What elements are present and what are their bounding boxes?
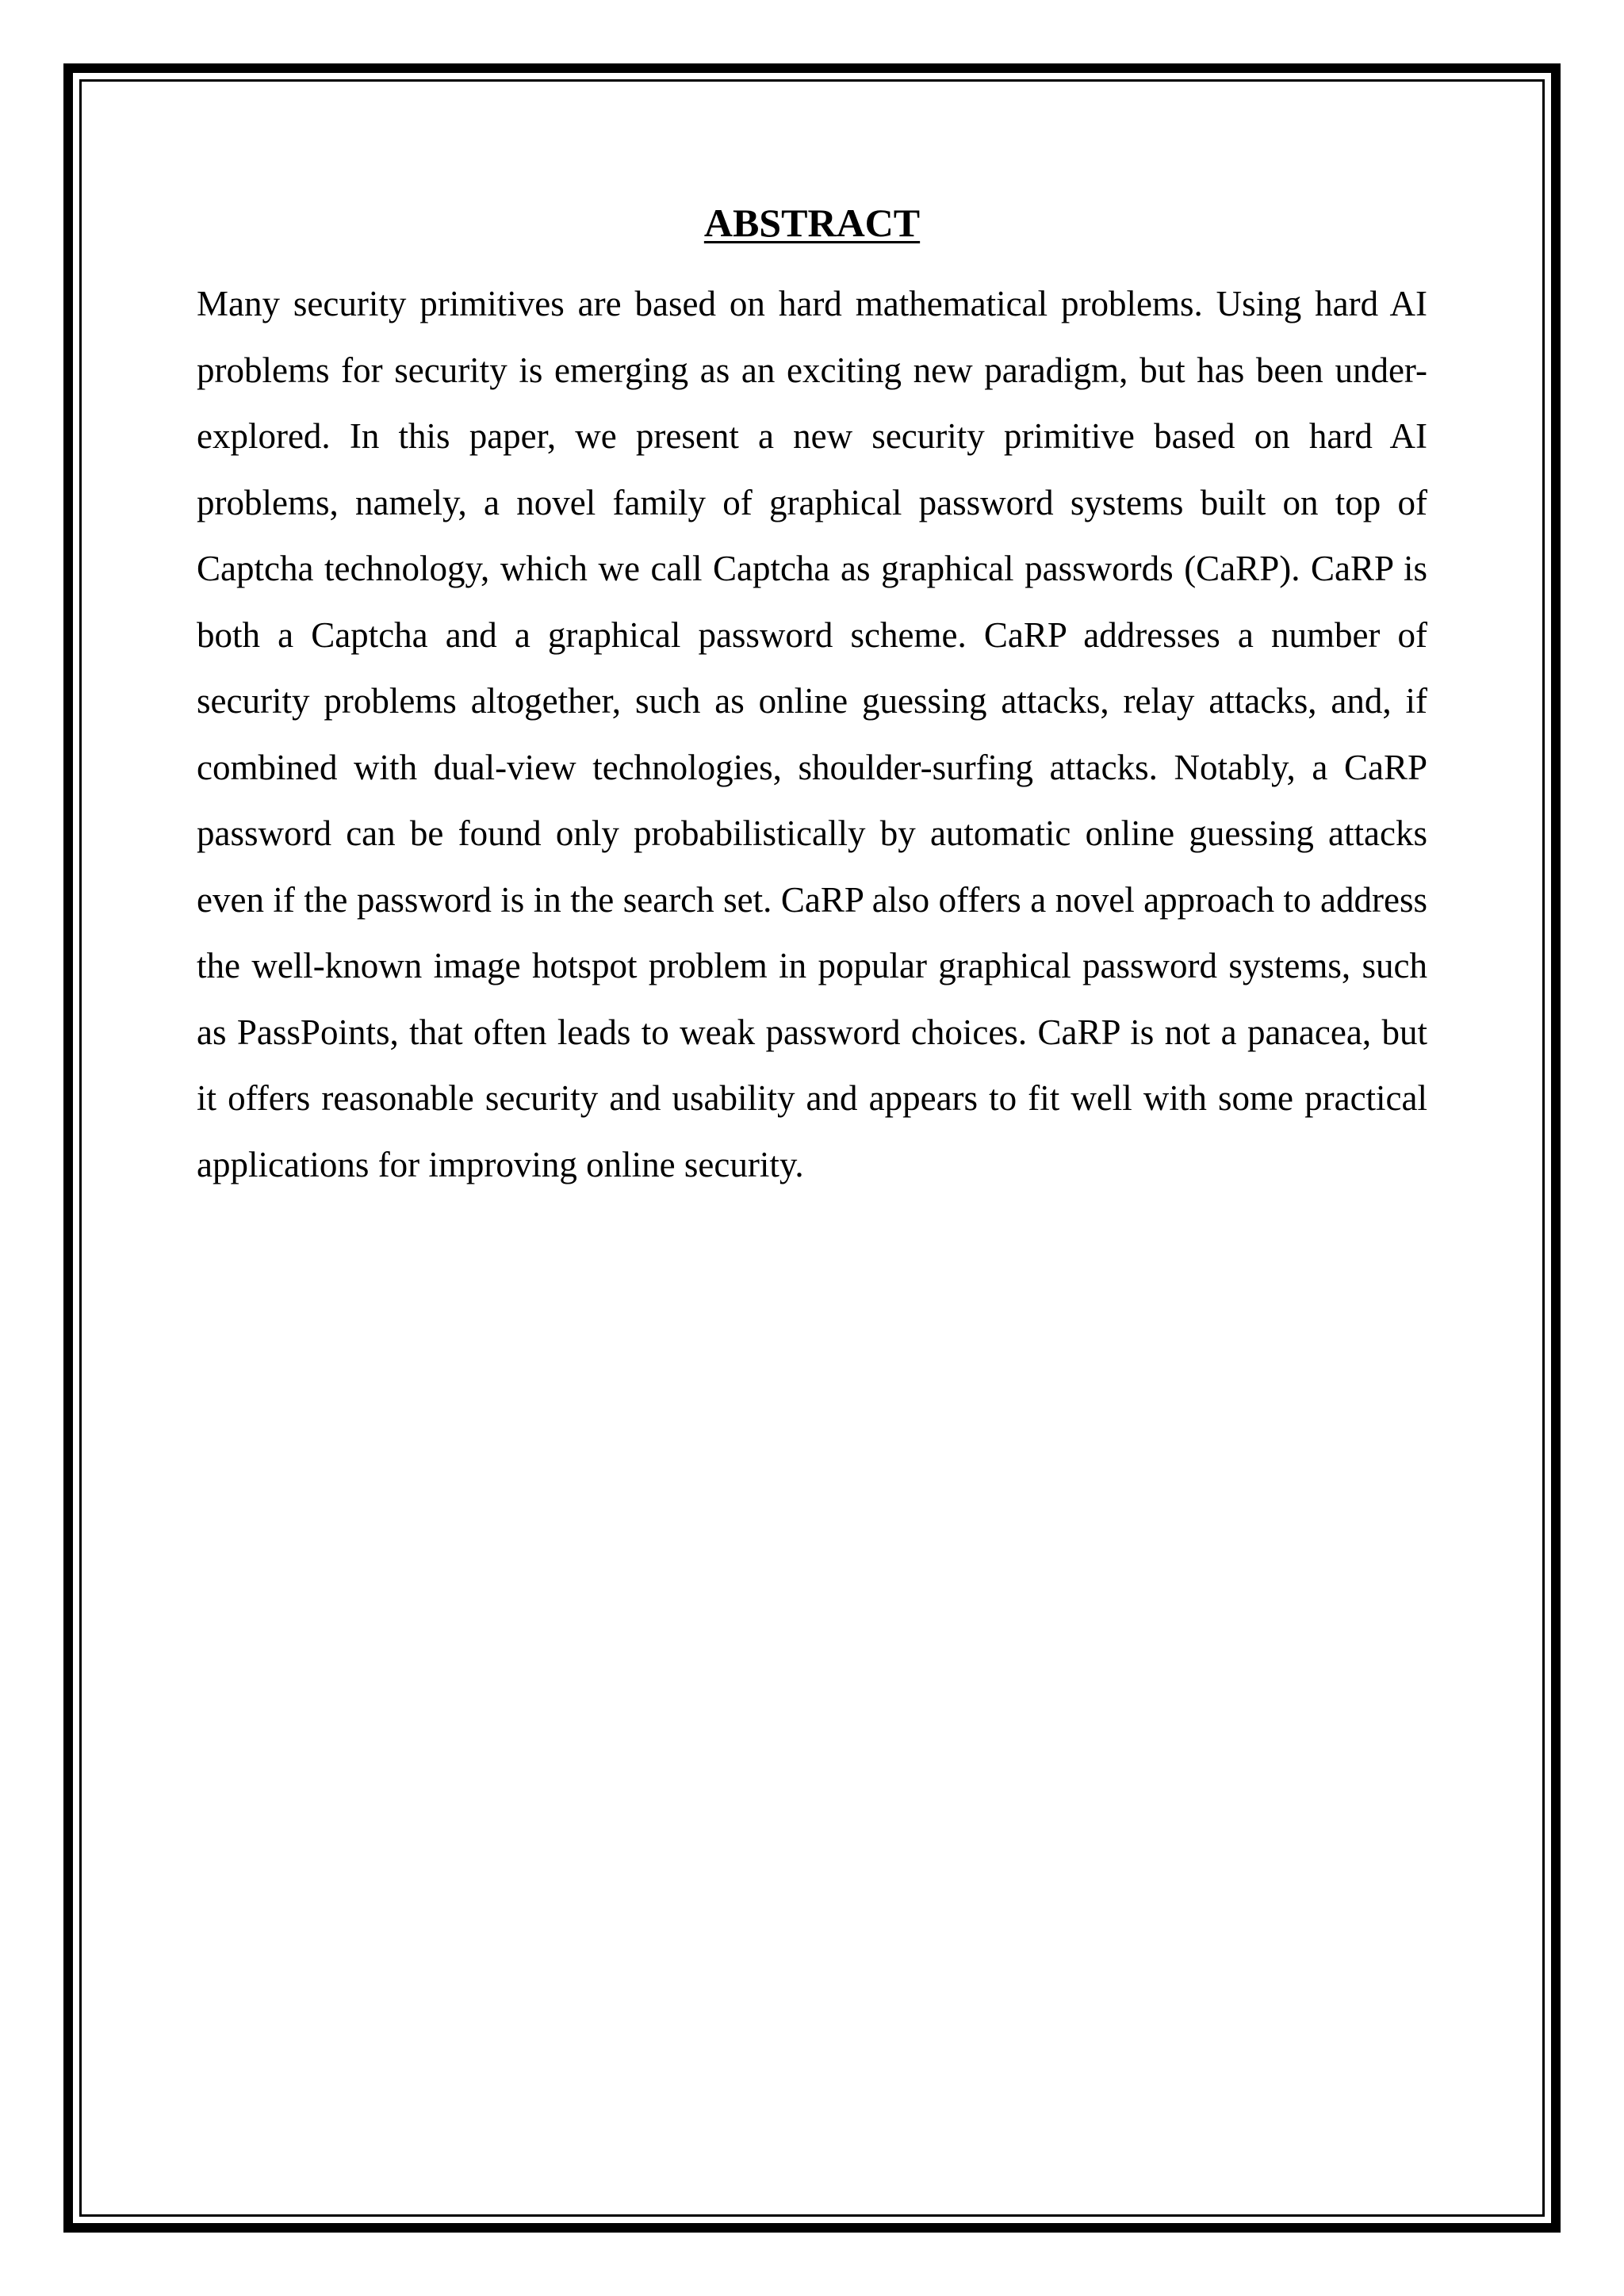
abstract-paragraph: Many security primitives are based on hard mathematical problems. Using hard AI problems for security is emerging as an exciting new paradigm, but has been under-explored. In this paper, we present a new security primitive based on hard AI problems, namely, a novel family of graphical password systems built on top of Captcha technology, which we call Captcha as graphical passwords (CaRP). CaRP is both a Captcha and a graphical password scheme. CaRP addresses a number of security problems altogether, such as online guessing attacks, relay attacks, and, if combined with dual-view technologies, shoulder-surfing attacks. Notably, a CaRP password can be found only probabilistically by automatic online guessing attacks even if the password is in the search set. CaRP also offers a novel approach to address the well-known image hotspot problem in popular graphical password systems, such as PassPoints, that often leads to weak password choices. CaRP is not a panacea, but it offers reasonable security and usability and appears to fit well with some practical applications for improving online security.	[197, 284, 1427, 1184]
document-content	[197, 187, 1427, 1198]
abstract-heading: ABSTRACT	[703, 201, 921, 245]
